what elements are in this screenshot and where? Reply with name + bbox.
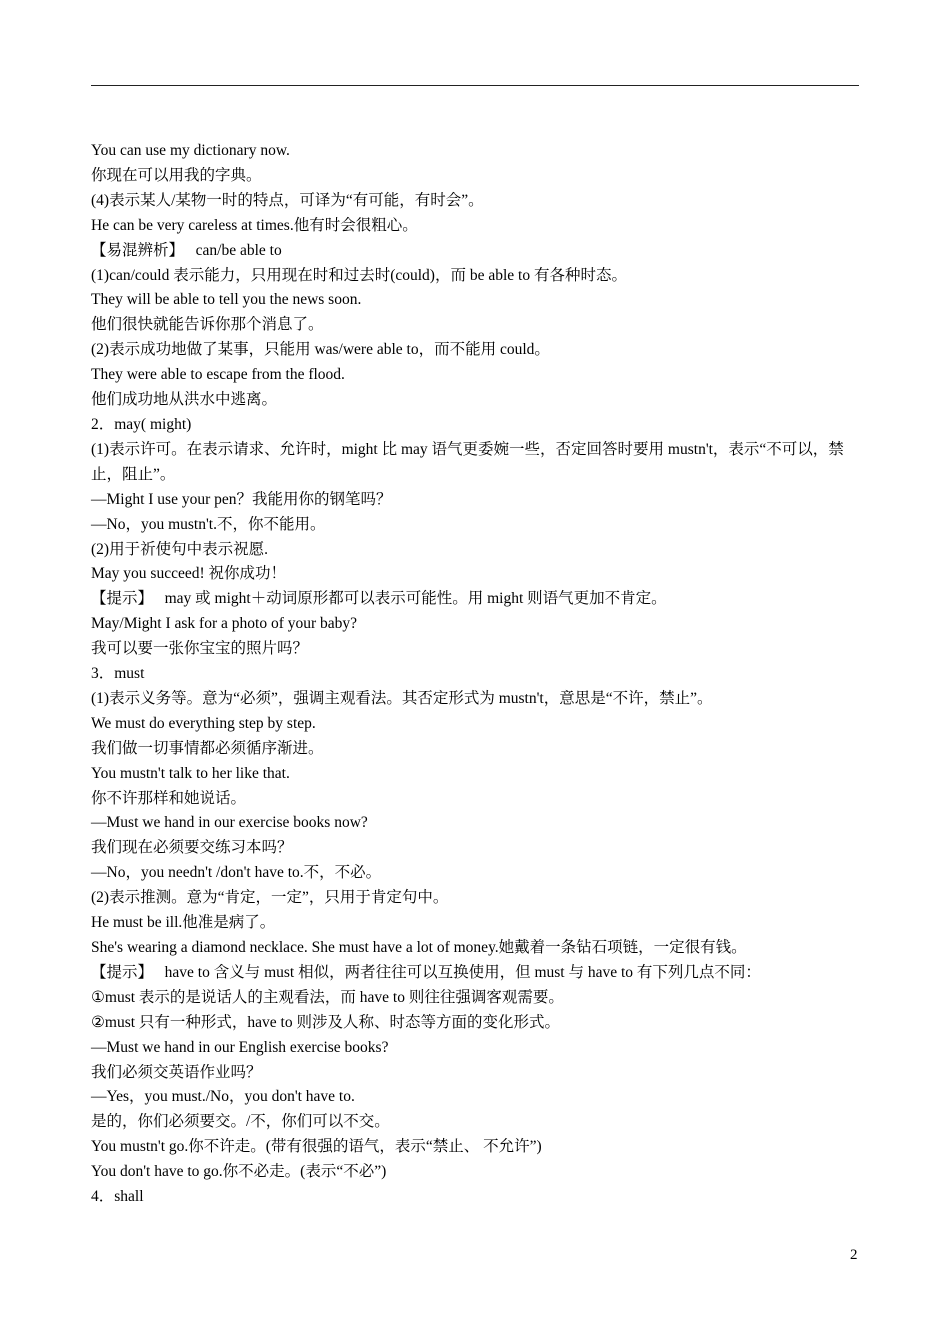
text-line: You can use my dictionary now.	[91, 142, 290, 159]
text-line: (2)表示推测。意为“肯定，一定”，只用于肯定句中。	[91, 889, 449, 907]
page-number: 2	[850, 1247, 858, 1263]
text-line: May you succeed! 祝你成功！	[91, 565, 286, 583]
text-paragraph: (1)表示许可。在表示请求、允许时，might 比 may 语气更委婉一些，否定回答时要用 mustn't，表示“不可以，禁止，阻止”。	[91, 440, 844, 483]
text-line: 他们很快就能告诉你那个消息了。	[91, 316, 324, 334]
text-line: ②must 只有一种形式，have to 则涉及人称、时态等方面的变化形式。	[91, 1013, 560, 1031]
text-line: You don't have to go.你不必走。(表示“不必”)	[91, 1163, 387, 1181]
text-line: 我们做一切事情都必须循序渐进。	[91, 739, 324, 757]
section-heading: 4．shall	[91, 1188, 144, 1206]
text-line: He can be very careless at times.他有时会很粗心。	[91, 216, 418, 234]
text-line: They were able to escape from the flood.	[91, 366, 345, 384]
text-line: 【提示】 have to 含义与 must 相似，两者往往可以互换使用，但 must 与 have to 有下列几点不同：	[91, 963, 761, 981]
text-line: 我们现在必须要交练习本吗？	[91, 839, 293, 857]
text-line: —Yes，you must./No，you don't have to.	[91, 1088, 355, 1106]
text-line: —Must we hand in our English exercise books?	[91, 1038, 389, 1056]
text-line: (1)can/could 表示能力，只用现在时和过去时(could)，而 be able to 有各种时态。	[91, 266, 627, 284]
header-rule	[91, 85, 859, 86]
text-line: 我可以要一张你宝宝的照片吗？	[91, 640, 309, 658]
text-line: He must be ill.他准是病了。	[91, 914, 276, 932]
text-line: 你不许那样和她说话。	[91, 789, 247, 807]
text-line: You mustn't talk to her like that.	[91, 764, 290, 782]
text-line: (2)表示成功地做了某事，只能用 was/were able to，而不能用 could。	[91, 341, 550, 359]
text-line: (4)表示某人/某物一时的特点，可译为“有可能，有时会”。	[91, 191, 484, 209]
text-line: —No，you needn't /don't have to.不，不必。	[91, 864, 382, 882]
text-line: She's wearing a diamond necklace. She must have a lot of money.她戴着一条钻石项链，一定很有钱。	[91, 939, 747, 956]
section-heading: 2．may( might)	[91, 415, 192, 433]
text-line: We must do everything step by step.	[91, 714, 316, 732]
text-line: 【提示】 may 或 might＋动词原形都可以表示可能性。用 might 则语气更加不肯定。	[91, 590, 667, 608]
text-line: They will be able to tell you the news soon.	[91, 291, 362, 309]
section-heading: 3．must	[91, 665, 145, 683]
text-line: —Must we hand in our exercise books now?	[91, 814, 368, 832]
text-line: 【易混辨析】 can/be able to	[91, 241, 282, 259]
text-line: 你现在可以用我的字典。	[91, 166, 262, 184]
text-line: 他们成功地从洪水中逃离。	[91, 391, 278, 409]
text-line: 我们必须交英语作业吗？	[91, 1063, 262, 1081]
text-line: You mustn't go.你不许走。(带有很强的语气，表示“禁止、 不允许”)	[91, 1138, 542, 1156]
page-body	[91, 139, 861, 1210]
text-line: —Might I use your pen？我能用你的钢笔吗？	[91, 490, 392, 508]
text-line: —No，you mustn't.不，你不能用。	[91, 515, 326, 533]
text-line: (1)表示义务等。意为“必须”，强调主观看法。其否定形式为 mustn't，意思是“不许，禁止”。	[91, 689, 713, 707]
text-line: May/Might I ask for a photo of your baby?	[91, 615, 358, 633]
text-line: (2)用于祈使句中表示祝愿.	[91, 540, 268, 558]
text-line: 是的，你们必须要交。/不，你们可以不交。	[91, 1113, 390, 1131]
text-line: ①must 表示的是说话人的主观看法，而 have to 则往往强调客观需要。	[91, 988, 564, 1006]
